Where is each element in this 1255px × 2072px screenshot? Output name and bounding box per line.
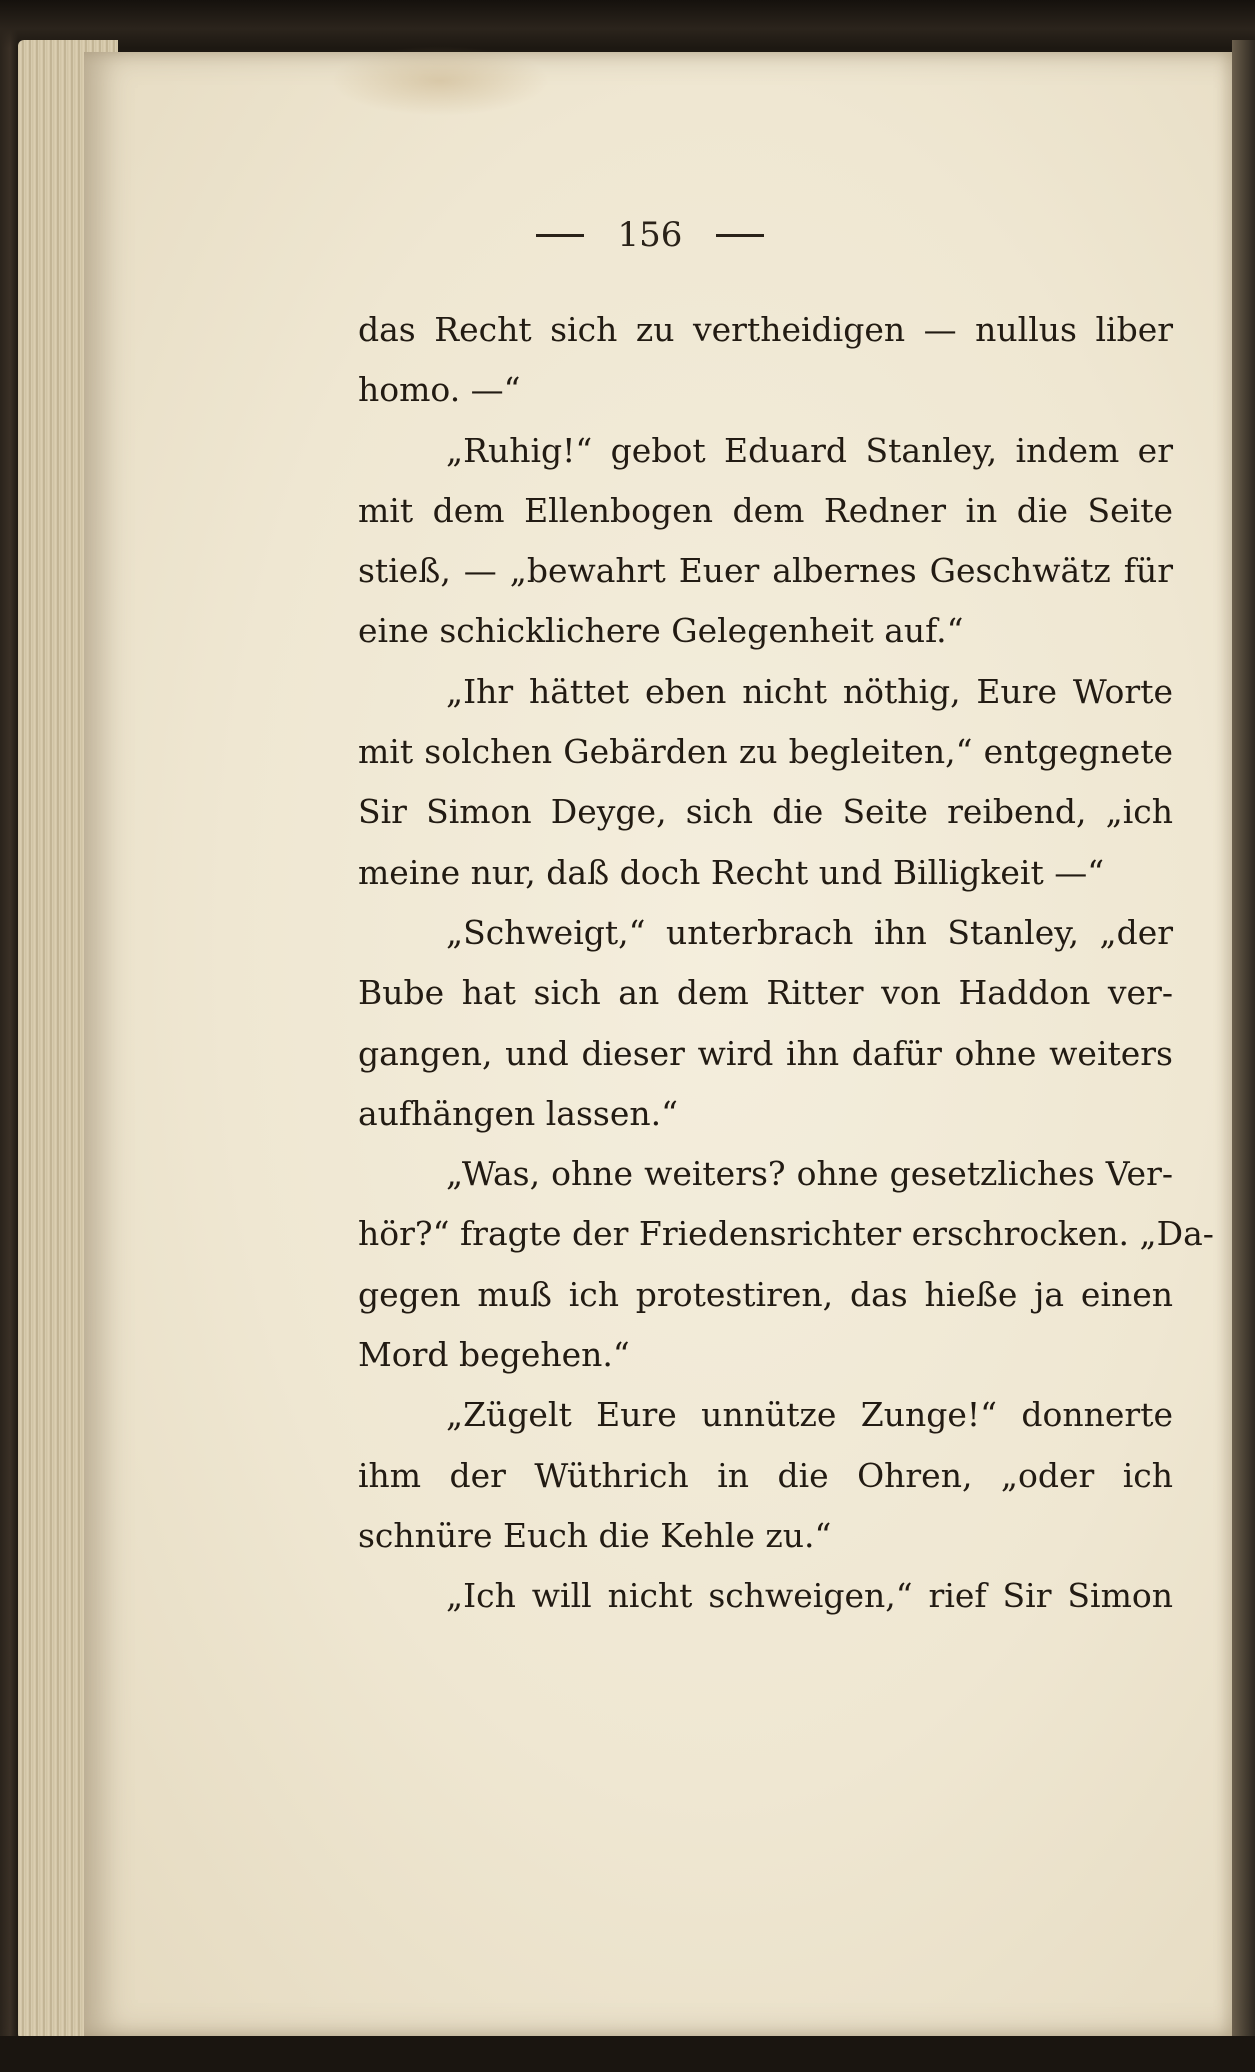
text-line: das Recht sich zu vertheidigen — nullus liber [358, 310, 1173, 349]
text-line: „Zügelt Eure unnütze Zunge!“ donnerte [446, 1395, 1173, 1435]
text-line: „Schweigt,“ unterbrach ihn Stanley, „der [446, 912, 1173, 952]
text-line: stieß, — „bewahrt Euer albernes Geschwätz für [358, 551, 1173, 591]
text-line: „Ich will nicht schweigen,“ rief Sir Simon [446, 1576, 1173, 1616]
text-line: „Ihr hättet eben nicht nöthig, Eure Worte [446, 671, 1173, 711]
page-header [360, 205, 940, 265]
text-line: „Was, ohne weiters? ohne gesetzliches Ver- [446, 1154, 1173, 1194]
text-line: gangen, und dieser wird ihn dafür ohne weiters [358, 1033, 1173, 1073]
body-text [358, 300, 1214, 1627]
text-line: Mord begehen.“ [358, 1335, 630, 1375]
text-line: Bube hat sich an dem Ritter von Haddon ver- [358, 973, 1173, 1013]
text-line: gegen muß ich protestiren, das hieße ja einen [358, 1274, 1173, 1314]
paper-stain [330, 46, 550, 116]
text-line: Sir Simon Deyge, sich die Seite reibend, „ich [358, 792, 1173, 832]
page-number: 156 [617, 215, 683, 255]
bottom-background [0, 2036, 1255, 2072]
header-dash-left [536, 234, 584, 237]
text-line: meine nur, daß doch Recht und Billigkeit —“ [358, 852, 1105, 892]
text-line: „Ruhig!“ gebot Eduard Stanley, indem er [446, 430, 1173, 470]
top-shadow [0, 0, 1255, 48]
text-line: schnüre Euch die Kehle zu.“ [358, 1515, 832, 1555]
text-line: eine schicklichere Gelegenheit auf.“ [358, 611, 964, 651]
text-line: ihm der Wüthrich in die Ohren, „oder ich [358, 1455, 1173, 1495]
text-line: aufhängen lassen.“ [358, 1093, 678, 1133]
text-line: homo. —“ [358, 370, 521, 410]
text-line: mit dem Ellenbogen dem Redner in die Seite [358, 490, 1173, 530]
book-cover-edge [1232, 40, 1255, 2040]
header-dash-right [716, 234, 764, 237]
text-line: hör?“ fragte der Friedensrichter erschrocken. „Da- [358, 1214, 1214, 1254]
text-line: mit solchen Gebärden zu begleiten,“ entgegnete [358, 732, 1173, 772]
